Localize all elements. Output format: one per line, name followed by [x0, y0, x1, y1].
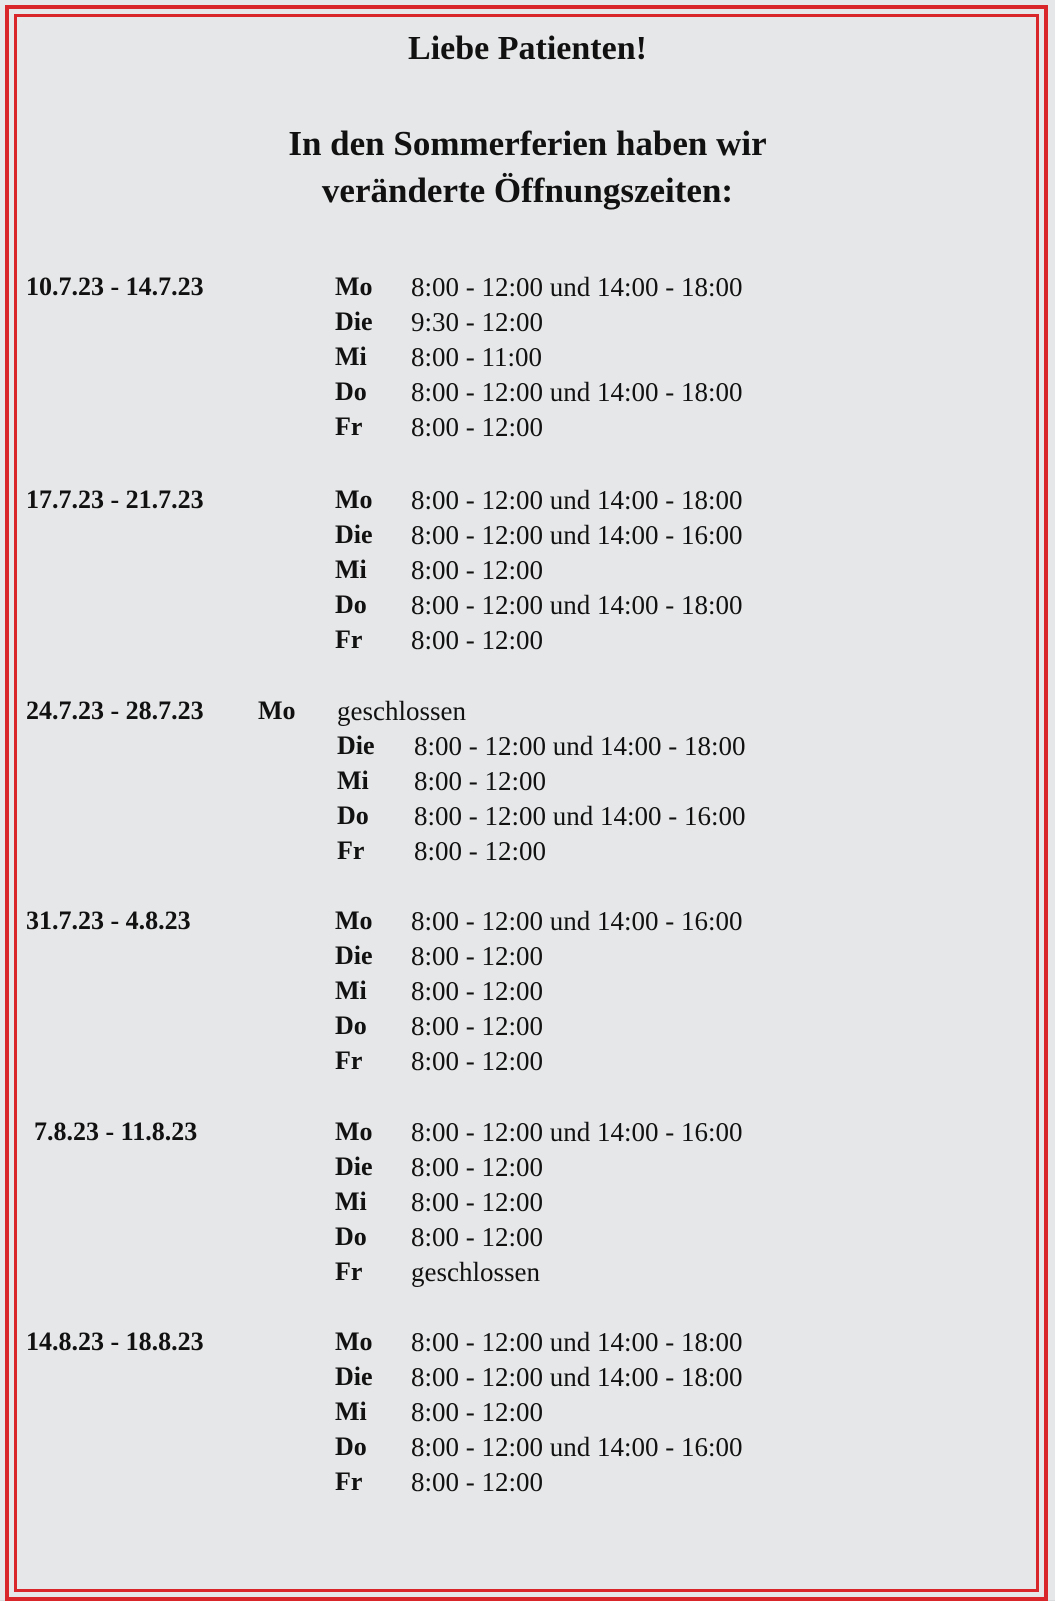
day-row: [0, 731, 1055, 766]
opening-hours: 8:00 - 12:00 und 14:00 - 18:00: [411, 1362, 743, 1392]
day-row: [0, 342, 1055, 377]
subtitle-line-1: In den Sommerferien haben wir: [288, 124, 767, 163]
notice-title: Liebe Patienten!: [408, 30, 647, 67]
day-label: Mi: [335, 555, 367, 584]
day-row: [0, 1152, 1055, 1187]
day-row: [0, 412, 1055, 447]
opening-hours: 8:00 - 12:00 und 14:00 - 18:00: [411, 590, 743, 620]
opening-hours: 8:00 - 12:00 und 14:00 - 18:00: [411, 377, 743, 407]
day-label: Do: [335, 1222, 367, 1251]
day-label: Die: [335, 941, 373, 970]
opening-hours: 8:00 - 12:00: [411, 412, 543, 442]
opening-hours: 8:00 - 12:00 und 14:00 - 16:00: [411, 1432, 743, 1462]
day-label: Fr: [335, 412, 363, 441]
day-label: Die: [335, 520, 373, 549]
opening-hours: 8:00 - 12:00: [414, 766, 546, 796]
opening-hours: 9:30 - 12:00: [411, 307, 543, 337]
day-label: Do: [335, 1011, 367, 1040]
opening-hours: 8:00 - 12:00: [411, 1011, 543, 1041]
week-date-range: 24.7.23 - 28.7.23: [26, 696, 204, 725]
day-row: [0, 377, 1055, 412]
opening-hours: 8:00 - 12:00: [411, 1152, 543, 1182]
notice-subtitle: [0, 120, 1055, 214]
day-label: Mo: [335, 272, 373, 301]
week-date-range: 31.7.23 - 4.8.23: [26, 906, 191, 935]
opening-hours: 8:00 - 12:00: [411, 1187, 543, 1217]
week-date-range: 7.8.23 - 11.8.23: [34, 1117, 198, 1146]
day-label: Mi: [335, 976, 367, 1005]
opening-hours: 8:00 - 12:00 und 14:00 - 16:00: [411, 520, 743, 550]
day-row: [0, 590, 1055, 625]
week-date-range: 14.8.23 - 18.8.23: [26, 1327, 204, 1356]
day-label: Die: [335, 307, 373, 336]
day-row: [0, 766, 1055, 801]
day-label: Mi: [337, 766, 369, 795]
day-row: [0, 520, 1055, 555]
day-row: [0, 1257, 1055, 1292]
day-label: Die: [335, 1152, 373, 1181]
day-row: [0, 1222, 1055, 1257]
day-row: [0, 1327, 1055, 1362]
day-row: [0, 485, 1055, 520]
day-row: [0, 906, 1055, 941]
day-label: Fr: [337, 836, 365, 865]
subtitle-line-2: veränderte Öffnungszeiten:: [321, 171, 734, 210]
day-row: [0, 801, 1055, 836]
opening-hours: 8:00 - 12:00 und 14:00 - 18:00: [411, 272, 743, 302]
week-date-range: 10.7.23 - 14.7.23: [26, 272, 204, 301]
opening-hours: 8:00 - 12:00 und 14:00 - 18:00: [411, 1327, 743, 1357]
day-label: Mi: [335, 1397, 367, 1426]
day-row: [0, 307, 1055, 342]
opening-hours: 8:00 - 12:00: [411, 555, 543, 585]
opening-hours: 8:00 - 12:00 und 14:00 - 16:00: [411, 906, 743, 936]
day-row: [0, 1011, 1055, 1046]
opening-hours: 8:00 - 12:00: [411, 1222, 543, 1252]
day-label: Fr: [335, 625, 363, 654]
day-label: Do: [335, 1432, 367, 1461]
day-row: [0, 976, 1055, 1011]
opening-hours: 8:00 - 12:00: [411, 941, 543, 971]
day-label: Do: [335, 590, 367, 619]
day-label: Mo: [335, 906, 373, 935]
day-label: Fr: [335, 1046, 363, 1075]
day-row: [0, 1117, 1055, 1152]
day-label: Mo: [335, 485, 373, 514]
opening-hours: 8:00 - 12:00: [411, 1397, 543, 1427]
day-label: Mo: [335, 1117, 373, 1146]
day-row: [0, 1046, 1055, 1081]
day-row: [0, 836, 1055, 871]
opening-hours: 8:00 - 12:00: [411, 625, 543, 655]
day-label: Do: [335, 377, 367, 406]
day-label: Mo: [335, 1327, 373, 1356]
day-row: [0, 1397, 1055, 1432]
opening-hours: 8:00 - 12:00: [411, 1467, 543, 1497]
day-row: [0, 1432, 1055, 1467]
day-row: [0, 625, 1055, 660]
day-label: Mi: [335, 342, 367, 371]
day-row: [0, 1467, 1055, 1502]
day-row: [0, 555, 1055, 590]
opening-hours: 8:00 - 12:00 und 14:00 - 18:00: [411, 485, 743, 515]
opening-hours: 8:00 - 11:00: [411, 342, 542, 372]
day-label: Die: [337, 731, 375, 760]
opening-hours: 8:00 - 12:00 und 14:00 - 16:00: [411, 1117, 743, 1147]
day-row: [0, 272, 1055, 307]
day-row: [0, 696, 1055, 731]
opening-hours: 8:00 - 12:00 und 14:00 - 16:00: [414, 801, 746, 831]
day-label: Mi: [335, 1187, 367, 1216]
opening-hours: 8:00 - 12:00: [414, 836, 546, 866]
opening-hours: geschlossen: [337, 696, 466, 726]
opening-hours: geschlossen: [411, 1257, 540, 1287]
day-label: Die: [335, 1362, 373, 1391]
day-label: Fr: [335, 1257, 363, 1286]
opening-hours: 8:00 - 12:00: [411, 976, 543, 1006]
week-date-range: 17.7.23 - 21.7.23: [26, 485, 204, 514]
day-row: [0, 1187, 1055, 1222]
day-label: Do: [337, 801, 369, 830]
day-row: [0, 1362, 1055, 1397]
day-label: Mo: [258, 696, 296, 725]
day-label: Fr: [335, 1467, 363, 1496]
opening-hours: 8:00 - 12:00: [411, 1046, 543, 1076]
day-row: [0, 941, 1055, 976]
opening-hours: 8:00 - 12:00 und 14:00 - 18:00: [414, 731, 746, 761]
